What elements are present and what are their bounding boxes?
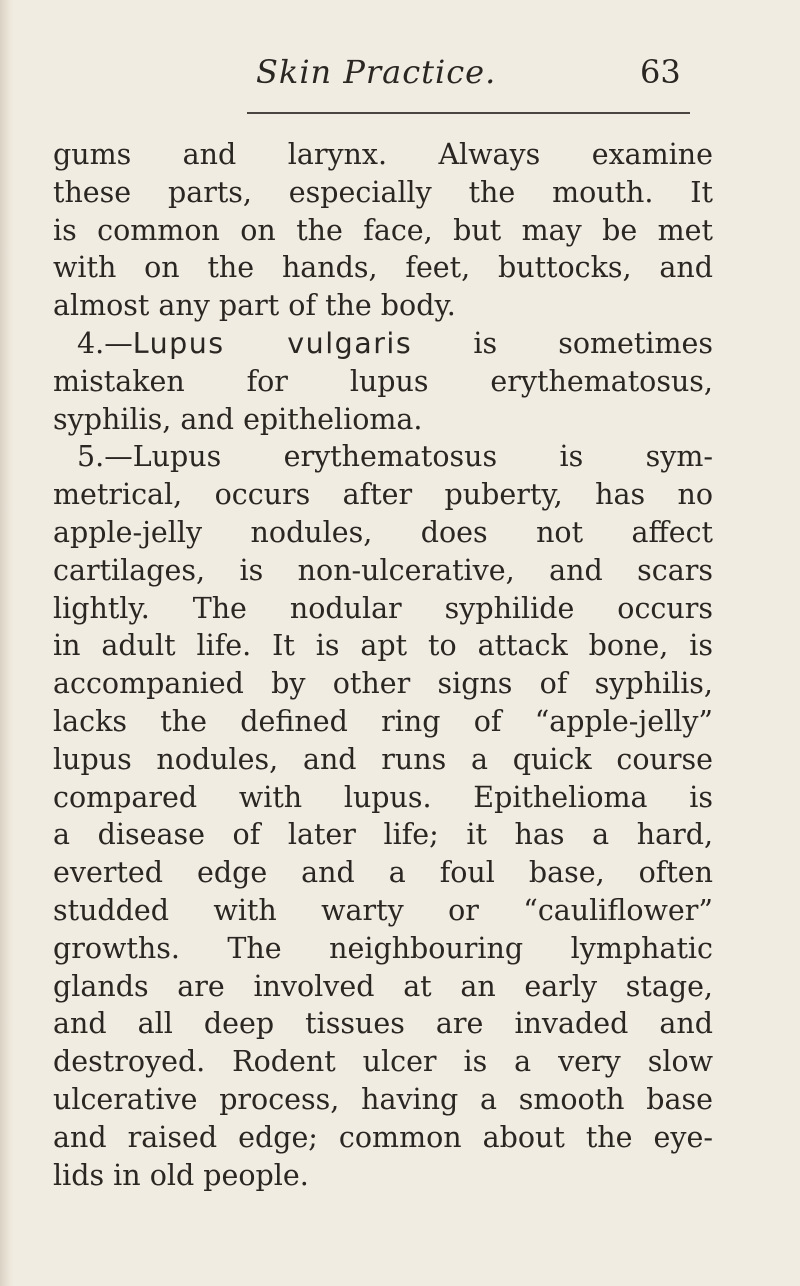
header-rule — [247, 112, 690, 114]
text-line: glands are involved at an early stage, — [53, 969, 713, 1003]
section-heading: Lupus vulgaris — [132, 326, 413, 360]
text-line: with on the hands, feet, buttocks, and — [53, 251, 713, 285]
body-text — [53, 136, 713, 1194]
text-line: is common on the face, but may be met — [53, 213, 713, 247]
text-line: syphilis, and epithelioma. — [53, 402, 423, 436]
text-line: almost any part of the body. — [53, 289, 456, 323]
page-gutter-shadow — [0, 0, 14, 1286]
text-line: these parts, especially the mouth. It — [53, 175, 713, 209]
text-line: a disease of later life; it has a hard, — [53, 818, 713, 852]
text-line: lacks the defined ring of “apple-jelly” — [53, 704, 713, 738]
text-line: accompanied by other signs of syphilis, — [53, 667, 713, 701]
text-line: cartilages, is non-ulcerative, and scars — [53, 553, 713, 587]
text-line: studded with warty or “cauliflower” — [53, 893, 713, 927]
text-line: gums and larynx. Always examine — [53, 138, 713, 171]
text-line: destroyed. Rodent ulcer is a very slow — [53, 1045, 713, 1079]
text-line: growths. The neighbouring lymphatic — [53, 931, 713, 965]
text-line — [53, 325, 713, 363]
text-line: 5.—Lupus erythematosus is sym- — [77, 440, 713, 474]
text-line: lupus nodules, and runs a quick course — [53, 742, 713, 776]
text-line: and all deep tissues are invaded and — [53, 1007, 713, 1041]
text-line: and raised edge; common about the eye- — [53, 1120, 713, 1154]
text-line: mistaken for lupus erythematosus, — [53, 364, 713, 398]
text-line: in adult life. It is apt to attack bone, is — [53, 629, 713, 663]
page-number: 63 — [640, 53, 681, 91]
text-line: apple-jelly nodules, does not affect — [53, 515, 713, 549]
text-line: compared with lupus. Epithelioma is — [53, 780, 713, 814]
page-header — [0, 48, 800, 96]
section-number: 4.— — [77, 326, 133, 360]
text-line: everted edge and a foul base, often — [53, 856, 713, 890]
text-line: lids in old people. — [53, 1158, 309, 1192]
running-title: Skin Practice. — [256, 53, 497, 91]
text-line: metrical, occurs after puberty, has no — [53, 478, 713, 512]
text-fragment: is sometimes — [412, 326, 713, 360]
text-line: lightly. The nodular syphilide occurs — [53, 591, 713, 625]
text-line: ulcerative process, having a smooth base — [53, 1082, 713, 1116]
